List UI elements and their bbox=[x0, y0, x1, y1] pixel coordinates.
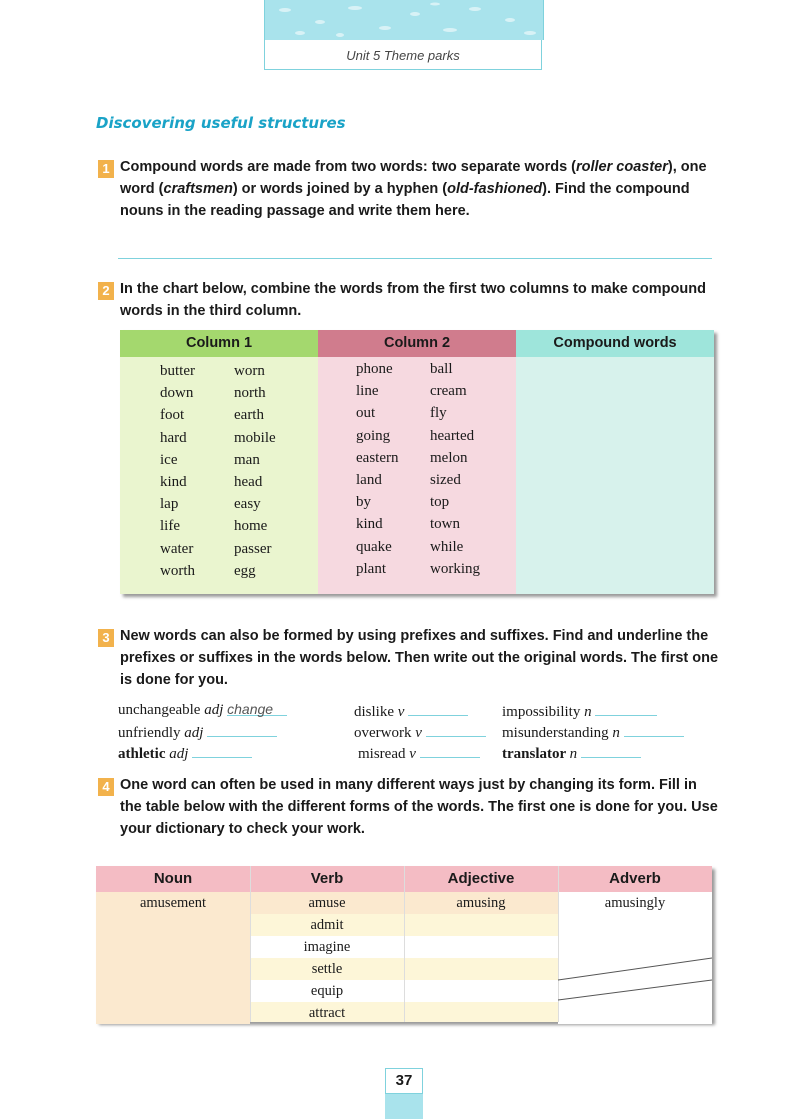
word: lap bbox=[160, 496, 179, 513]
header-adjective: Adjective bbox=[447, 870, 515, 887]
word: hard bbox=[160, 429, 187, 446]
column-1-list-a bbox=[160, 360, 195, 582]
word: butter bbox=[160, 363, 195, 379]
header-pattern bbox=[265, 0, 543, 40]
word-item: translator n bbox=[502, 743, 641, 763]
column-1-header: Column 1 bbox=[120, 330, 318, 357]
word: passer bbox=[234, 540, 272, 557]
answer-field[interactable] bbox=[624, 722, 684, 737]
exercise-3-number: 3 bbox=[98, 629, 114, 647]
exercise-1-instruction: Compound words are made from two words: two separate words (roller coaster), one word (craftsmen) or words joined by a hyphen (old-fashioned). Find the compound nouns in the reading passage and write them here. bbox=[120, 159, 707, 219]
header-box bbox=[264, 40, 542, 70]
column-1-list-b bbox=[234, 360, 276, 582]
table-row: amusement amuse amusing amusingly bbox=[96, 892, 712, 914]
word: water bbox=[160, 540, 194, 557]
word: foot bbox=[160, 407, 185, 424]
word: melon bbox=[430, 449, 468, 466]
exercise-4-number: 4 bbox=[98, 778, 114, 796]
table-row: admit bbox=[96, 914, 712, 936]
table-row: imagine bbox=[96, 936, 712, 958]
word: sized bbox=[430, 471, 461, 488]
word: worth bbox=[160, 562, 195, 579]
header-verb: Verb bbox=[310, 870, 344, 887]
exercise-4-instruction: One word can often be used in many different ways just by changing its form. Fill in the table below with the different forms of the words. The first one is done for you. Use your dictionary to check your work. bbox=[120, 777, 718, 837]
word: life bbox=[160, 518, 180, 535]
compound-words-panel[interactable] bbox=[516, 330, 714, 594]
word-item: dislike v bbox=[354, 701, 468, 721]
header-adverb: Adverb bbox=[609, 870, 661, 887]
adverb-cell-slashes bbox=[558, 954, 712, 1002]
word-item: misread v bbox=[358, 743, 480, 763]
word: mobile bbox=[234, 429, 276, 446]
word: head bbox=[234, 473, 263, 490]
header-banner bbox=[264, 0, 544, 40]
word-item: overwork v bbox=[354, 722, 486, 742]
word-forms-table bbox=[96, 866, 712, 1022]
page-number: 37 bbox=[385, 1068, 423, 1094]
word: town bbox=[430, 516, 460, 533]
answer-field[interactable] bbox=[595, 701, 657, 716]
answer-field[interactable] bbox=[207, 722, 277, 737]
exercise-3-instruction: New words can also be formed by using prefixes and suffixes. Find and underline the prefixes or suffixes in the words below. Then write out the original words. The first one is done for you. bbox=[120, 628, 719, 688]
column-1-panel bbox=[120, 330, 318, 594]
word: going bbox=[356, 427, 391, 444]
answer-field[interactable] bbox=[192, 743, 252, 758]
unit-title: Unit 5 Theme parks bbox=[346, 48, 460, 63]
exercise-1-answer-line[interactable] bbox=[118, 258, 712, 259]
word-item: athletic adj bbox=[118, 743, 252, 763]
word: working bbox=[430, 560, 480, 577]
word: home bbox=[234, 518, 268, 535]
header-noun: Noun bbox=[153, 870, 193, 887]
word: by bbox=[356, 494, 371, 511]
word: down bbox=[160, 385, 194, 402]
word-item: impossibility n bbox=[502, 701, 657, 721]
answer-field[interactable] bbox=[426, 722, 486, 737]
column-divider bbox=[404, 866, 405, 1022]
word: eastern bbox=[356, 449, 399, 466]
table-row: attract bbox=[96, 1002, 712, 1022]
word: egg bbox=[234, 562, 256, 579]
word: while bbox=[430, 538, 464, 555]
word: kind bbox=[356, 516, 383, 533]
section-title: Discovering useful structures bbox=[96, 114, 346, 132]
word: out bbox=[356, 405, 376, 422]
word: north bbox=[234, 385, 266, 402]
column-2-list-b bbox=[430, 358, 480, 580]
word: worn bbox=[234, 363, 265, 379]
word: earth bbox=[234, 407, 264, 424]
word: ice bbox=[160, 451, 178, 468]
word: top bbox=[430, 494, 450, 511]
word: easy bbox=[234, 496, 261, 513]
column-divider bbox=[250, 866, 251, 1022]
word-item: unfriendly adj bbox=[118, 722, 277, 742]
table-row: settle bbox=[96, 958, 712, 980]
exercise-2-number: 2 bbox=[98, 282, 114, 300]
word: kind bbox=[160, 473, 187, 490]
answer-field[interactable]: change bbox=[227, 701, 287, 716]
column-2-list-a bbox=[356, 358, 398, 580]
column-2-panel bbox=[318, 330, 516, 594]
compound-words-header: Compound words bbox=[516, 330, 714, 357]
compound-words-chart bbox=[120, 330, 714, 594]
word: plant bbox=[356, 560, 386, 577]
word: quake bbox=[356, 538, 392, 555]
word-item: misunderstanding n bbox=[502, 722, 684, 742]
exercise-2-instruction: In the chart below, combine the words from the first two columns to make compound words in the third column. bbox=[120, 281, 706, 319]
word: phone bbox=[356, 361, 393, 377]
answer-field[interactable] bbox=[420, 743, 480, 758]
answer-field[interactable] bbox=[408, 701, 468, 716]
word: cream bbox=[430, 383, 467, 400]
word: man bbox=[234, 451, 260, 468]
word-item: unchangeable adj change bbox=[118, 701, 287, 719]
word: fly bbox=[430, 405, 447, 422]
word: line bbox=[356, 383, 379, 400]
exercise-1-number: 1 bbox=[98, 160, 114, 178]
answer-field[interactable] bbox=[581, 743, 641, 758]
column-2-header: Column 2 bbox=[318, 330, 516, 357]
table-row: equip bbox=[96, 980, 712, 1002]
word: ball bbox=[430, 361, 453, 377]
word: hearted bbox=[430, 427, 475, 444]
word: land bbox=[356, 471, 382, 488]
